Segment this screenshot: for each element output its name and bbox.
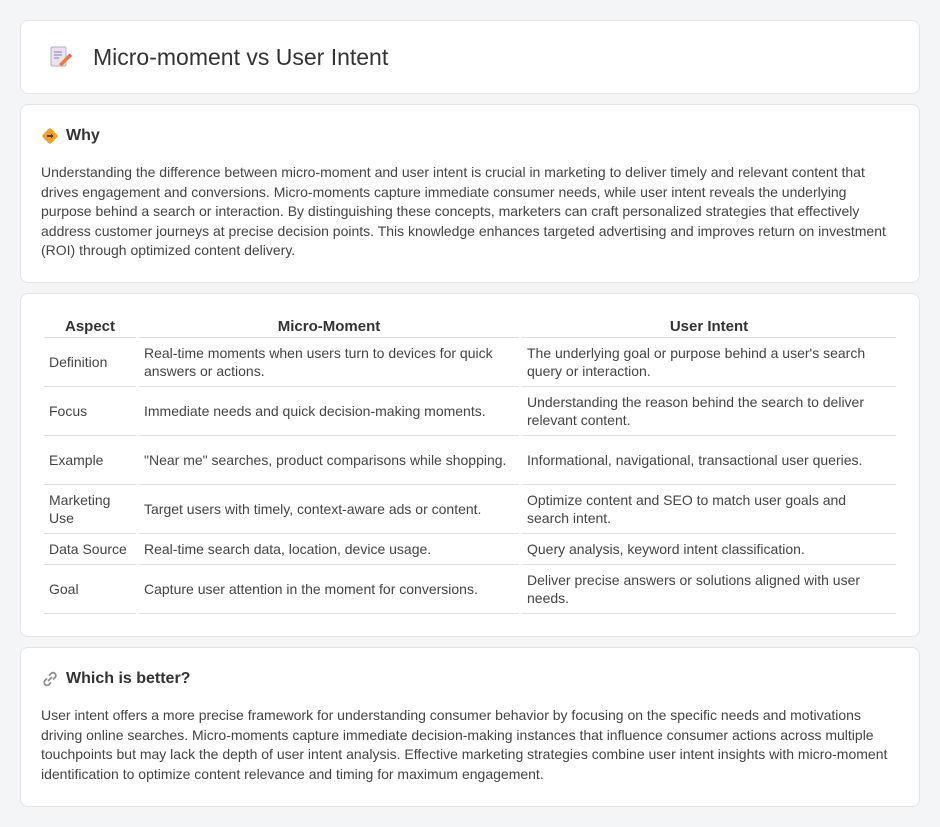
header-card <box>20 20 920 94</box>
cell-aspect: Marketing Use <box>44 485 136 534</box>
which-is-better-section <box>20 647 920 807</box>
cell-aspect: Definition <box>44 338 136 387</box>
cell-user-intent: Query analysis, keyword intent classification. <box>522 534 896 565</box>
column-header-aspect: Aspect <box>44 314 136 338</box>
document-pencil-icon <box>47 44 73 70</box>
cell-user-intent: Optimize content and SEO to match user goals and search intent. <box>522 485 896 534</box>
table-row <box>44 565 896 614</box>
cell-aspect: Data Source <box>44 534 136 565</box>
table-row <box>44 387 896 436</box>
cell-micro-moment: Immediate needs and quick decision-making moments. <box>139 387 519 436</box>
cell-micro-moment: Real-time moments when users turn to devices for quick answers or actions. <box>139 338 519 387</box>
table-row <box>44 485 896 534</box>
comparison-table-card <box>20 293 920 637</box>
cell-micro-moment: Capture user attention in the moment for conversions. <box>139 565 519 614</box>
table-row <box>44 534 896 565</box>
cell-aspect: Example <box>44 436 136 485</box>
table-row <box>44 436 896 485</box>
cell-user-intent: Deliver precise answers or solutions aligned with user needs. <box>522 565 896 614</box>
cell-user-intent: Informational, navigational, transactional user queries. <box>522 436 896 485</box>
diamond-signpost-icon <box>41 127 59 145</box>
cell-micro-moment: Target users with timely, context-aware ads or content. <box>139 485 519 534</box>
column-header-user-intent: User Intent <box>522 314 896 338</box>
table-header-row <box>44 314 896 338</box>
cell-user-intent: The underlying goal or purpose behind a user's search query or interaction. <box>522 338 896 387</box>
cell-micro-moment: "Near me" searches, product comparisons while shopping. <box>139 436 519 485</box>
link-icon <box>41 670 59 688</box>
why-heading-text: Why <box>66 127 100 144</box>
why-heading <box>41 127 899 145</box>
better-heading <box>41 670 899 688</box>
cell-micro-moment: Real-time search data, location, device usage. <box>139 534 519 565</box>
cell-user-intent: Understanding the reason behind the search to deliver relevant content. <box>522 387 896 436</box>
why-text: Understanding the difference between micro-moment and user intent is crucial in marketing to deliver timely and relevant content that drives engagement and conversions. Micro-moments capture immediate consumer needs, while user intent reveals the underlying purpose behind a search or interaction. By distinguishing these concepts, marketers can craft personalized strategies that effectively address customer journeys at precise decision points. This knowledge enhances targeted advertising and improves return on investment (ROI) through optimized content delivery. <box>41 164 886 259</box>
cell-aspect: Goal <box>44 565 136 614</box>
column-header-micro-moment: Micro-Moment <box>139 314 519 338</box>
better-heading-text: Which is better? <box>66 670 191 687</box>
comparison-table <box>41 314 899 614</box>
why-section <box>20 104 920 283</box>
table-row <box>44 338 896 387</box>
cell-aspect: Focus <box>44 387 136 436</box>
page-title: Micro-moment vs User Intent <box>93 43 389 70</box>
better-text: User intent offers a more precise framework for understanding consumer behavior by focusing on the specific needs and motivations driving online searches. Micro-moments capture immediate decision-making instances that influence consumer actions across multiple touchpoints but may lack the depth of user intent analysis. Effective marketing strategies combine user intent insights with micro-moment identification to optimize content relevance and timing for maximum engagement. <box>41 707 888 782</box>
